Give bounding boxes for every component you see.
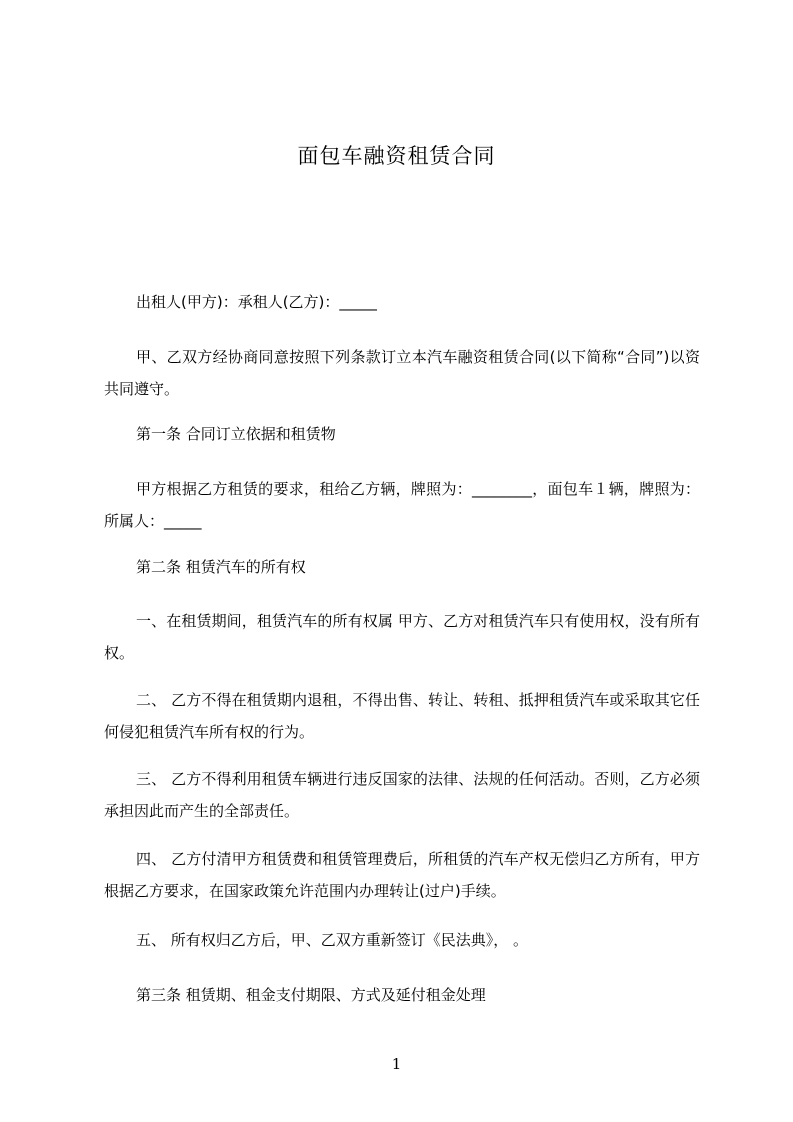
article-2-heading: 第二条 租赁汽车的所有权 (136, 558, 306, 576)
article-3-heading: 第三条 租赁期、租金支付期限、方式及延付租金处理 (136, 986, 486, 1004)
preamble-paragraph: 甲、乙双方经协商同意按照下列条款订立本汽车融资租赁合同(以下简称“合同”)以资共同遵守。 (104, 348, 700, 398)
article-1-heading: 第一条 合同订立依据和租赁物 (136, 425, 336, 443)
parties-paragraph: 出租人(甲方)：承租人(乙方)：_____ (136, 293, 377, 311)
page-number: 1 (391, 1055, 402, 1073)
article-2-clause-5: 五、 所有权归乙方后，甲、乙双方重新签订《民法典》， 。 (136, 931, 529, 949)
article-2-clause-2: 二、 乙方不得在租赁期内退租，不得出售、转让、转租、抵押租赁汽车或采取其它任何侵犯租赁汽车所有权的行为。 (104, 691, 700, 741)
article-1-body: 甲方根据乙方租赁的要求，租给乙方辆，牌照为：________，面包车１辆，牌照为：所属人：_____ (104, 480, 700, 530)
document-title: 面包车融资租赁合同 (297, 144, 496, 168)
article-2-clause-4: 四、 乙方付清甲方租赁费和租赁管理费后，所租赁的汽车产权无偿归乙方所有，甲方根据乙方要求，在国家政策允许范围内办理转让(过户)手续。 (104, 850, 700, 900)
article-2-clause-3: 三、 乙方不得利用租赁车辆进行违反国家的法律、法规的任何活动。否则，乙方必须承担因此而产生的全部责任。 (104, 770, 700, 820)
article-2-clause-1: 一、在租赁期间，租赁汽车的所有权属 甲方、乙方对租赁汽车只有使用权，没有所有权。 (104, 612, 700, 662)
